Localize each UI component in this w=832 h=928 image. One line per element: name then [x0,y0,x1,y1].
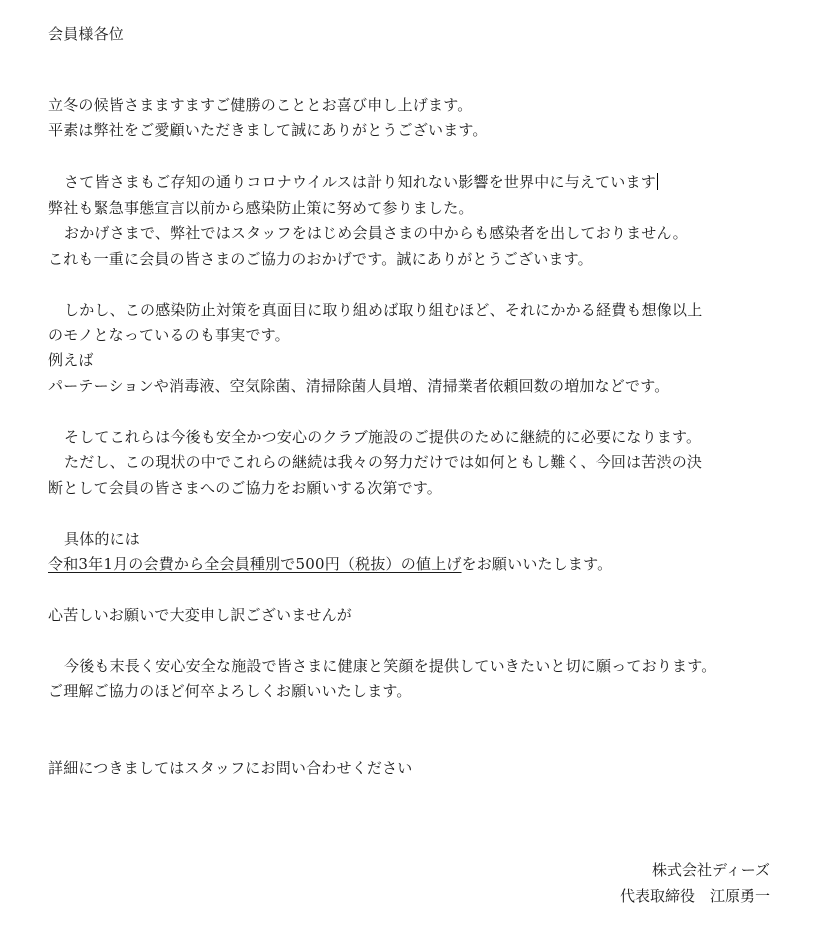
paragraph-3-line-1: そしてこれらは今後も安全かつ安心のクラブ施設のご提供のために継続的に必要になります。 [64,428,702,446]
salutation: 会員様各位 [48,25,125,43]
signature-person: 代表取締役 江原勇一 [619,887,770,905]
paragraph-1-line-1-text: さて皆さまもご存知の通りコロナウイルスは計り知れない影響を世界中に与えています [64,173,656,191]
paragraph-4-line-2 [48,552,612,576]
paragraph-1-line-1 [64,170,658,194]
paragraph-2-line-4: パーテーションや消毒液、空気除菌、清掃除菌人員増、清掃業者依頼回数の増加などです。 [48,377,670,395]
paragraph-1-line-3: おかげさまで、弊社ではスタッフをはじめ会員さまの中からも感染者を出しておりません。 [64,224,688,242]
signature-company: 株式会社ディーズ [651,861,770,879]
price-increase-underlined: 令和3年1月の会費から全会員種別で500円（税抜）の値上げ [48,555,462,573]
paragraph-2-line-2: のモノとなっているのも事実です。 [48,326,290,344]
paragraph-2-line-1: しかし、この感染防止対策を真面目に取り組めば取り組むほど、それにかかる経費も想像以上 [64,301,703,319]
paragraph-6-line-1: 今後も末長く安心安全な施設で皆さまに健康と笑顔を提供していきたいと切に願っております。 [64,657,717,675]
paragraph-1-line-2: 弊社も緊急事態宣言以前から感染防止策に努めて参りました。 [48,199,474,217]
paragraph-1-line-4: これも一重に会員の皆さまのご協力のおかげです。誠にありがとうございます。 [48,250,593,268]
paragraph-3-line-3: 断として会員の皆さまへのご協力をお願いする次第です。 [48,479,443,497]
paragraph-5-line-1: 心苦しいお願いで大変申し訳ございませんが [48,606,353,624]
paragraph-4-line-1: 具体的には [64,530,141,548]
letter-document [48,0,788,928]
paragraph-2-line-3: 例えば [48,351,94,369]
paragraph-3-line-2: ただし、この現状の中でこれらの継続は我々の努力だけでは如何ともし難く、今回は苦渋の決 [64,453,703,471]
contact-note: 詳細につきましてはスタッフにお問い合わせください [48,759,413,777]
greeting-line-1: 立冬の候皆さまますますご健勝のこととお喜び申し上げます。 [48,96,473,114]
paragraph-6-line-2: ご理解ご協力のほど何卒よろしくお願いいたします。 [48,682,412,700]
text-cursor [657,173,658,190]
greeting-line-2: 平素は弊社をご愛顧いただきまして誠にありがとうございます。 [48,121,488,139]
price-increase-rest: をお願いいたします。 [461,555,613,573]
